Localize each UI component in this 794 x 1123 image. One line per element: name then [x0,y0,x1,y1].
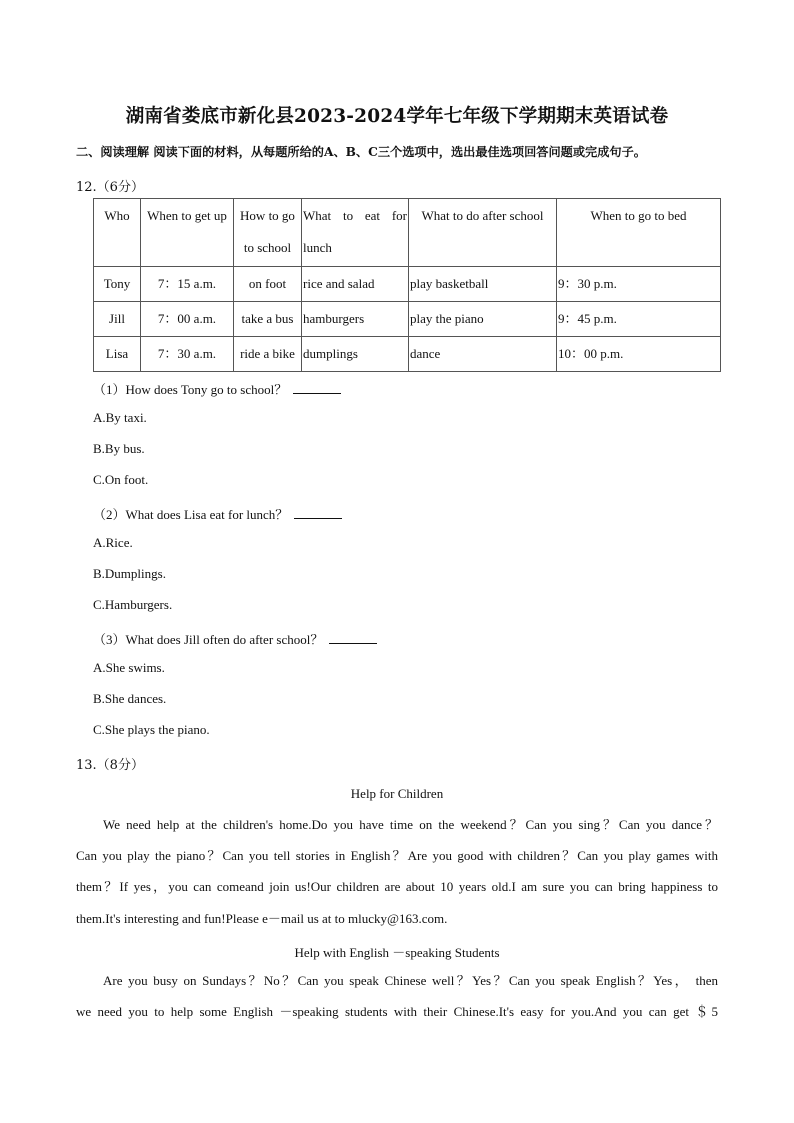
table-cell: play basketball [409,267,557,302]
answer-option: A.By taxi. [93,410,147,425]
table-cell: rice and salad [302,267,409,302]
answer-option: B.Dumplings. [93,566,166,581]
schedule-table [93,198,721,372]
question-number-13: 13.（8分） [76,758,144,773]
table-cell: Lisa [94,337,141,372]
table-cell: 7：15 a.m. [141,267,234,302]
answer-option: B.By bus. [93,441,145,456]
table-header-cell: When to go to bed [557,199,721,267]
table-cell: 9：45 p.m. [557,302,721,337]
table-header-cell: What to do after school [409,199,557,267]
ad-title-children: Help for Children [350,786,444,801]
answer-blank [293,382,341,394]
table-cell: Tony [94,267,141,302]
exam-title: 湖南省娄底市新化县2023-2024学年七年级下学期期末英语试卷 [125,106,669,127]
answer-option: C.On foot. [93,472,149,487]
question-number-12: 12.（6分） [76,180,144,195]
paragraph-line: we need you to help some English －speaking students with their Chinese.It's easy for you.And you can get ＄5 [76,1004,718,1020]
table-row [94,337,721,372]
question-stem [93,504,342,523]
table-cell: hamburgers [302,302,409,337]
paragraph-line: Are you busy on Sundays？No？Can you speak Chinese well？Yes？Can you speak English？Yes， then [103,973,718,988]
table-row [94,302,721,337]
table-header-cell: Who [94,199,141,267]
table-header-row [94,199,721,267]
section-heading: 二、阅读理解 阅读下面的材料，从每题所给的A、B、C三个选项中，选出最佳选项回答问题或完成句子。 [76,145,646,159]
paragraph-line: them？If yes，you can comeand join us!Our children are about 10 years old.I am sure you can bring happiness to [76,879,718,895]
table-cell: Jill [94,302,141,337]
table-cell: take a bus [234,302,302,337]
table-cell: dance [409,337,557,372]
table-cell: ride a bike [234,337,302,372]
question-stem-text: （1）How does Tony go to school？ [93,382,288,397]
answer-option: B.She dances. [93,691,167,706]
question-stem-text: （3）What does Jill often do after school？ [93,632,324,647]
answer-option: A.Rice. [93,535,133,550]
answer-blank [329,632,377,644]
table-cell: 7：30 a.m. [141,337,234,372]
table-cell: 10：00 p.m. [557,337,721,372]
ad-title-english-students: Help with English －speaking Students [294,945,500,960]
table-cell: play the piano [409,302,557,337]
answer-option: C.Hamburgers. [93,597,173,612]
answer-option: A.She swims. [93,660,165,675]
table-row [94,267,721,302]
answer-option: C.She plays the piano. [93,722,210,737]
answer-blank [294,507,342,519]
ad-paragraph-english-students [76,965,718,1027]
table-cell: 7：00 a.m. [141,302,234,337]
ad-paragraph-children [76,809,718,934]
question-stem-text: （2）What does Lisa eat for lunch？ [93,507,289,522]
table-cell: dumplings [302,337,409,372]
table-cell: 9：30 p.m. [557,267,721,302]
table-cell: on foot [234,267,302,302]
table-header-cell: How to go to school [234,199,302,267]
paragraph-line: Can you play the piano？Can you tell stories in English？Are you good with children？Can you play games with [76,848,718,864]
table-header-cell: What to eat for lunch [302,199,409,267]
paragraph-line: We need help at the children's home.Do you have time on the weekend？Can you sing？Can you dance？ [103,817,718,832]
question-stem [93,379,341,398]
question-stem [93,629,377,648]
paragraph-line: them.It's interesting and fun!Please e－mail us at to mlucky@163.com. [76,910,448,926]
table-header-cell: When to get up [141,199,234,267]
